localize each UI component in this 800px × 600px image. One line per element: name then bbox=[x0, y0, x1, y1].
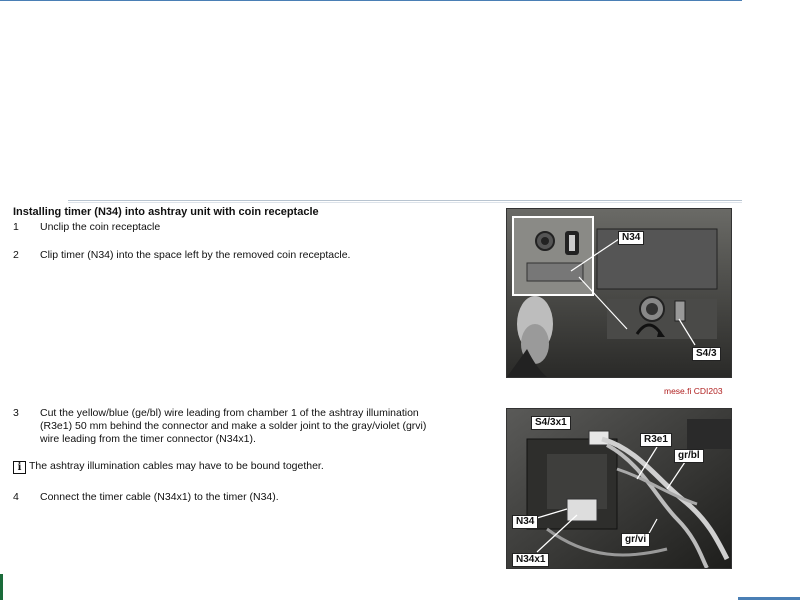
step-text: Connect the timer cable (N34x1) to the timer (N34). bbox=[40, 491, 279, 503]
step-text: Clip timer (N34) into the space left by the removed coin receptacle. bbox=[40, 249, 351, 261]
step-text: Unclip the coin receptacle bbox=[40, 221, 161, 233]
label-n34: N34 bbox=[618, 231, 644, 245]
step-number: 4 bbox=[13, 491, 19, 503]
section-heading: Installing timer (N34) into ashtray unit with coin receptacle bbox=[13, 206, 319, 218]
step-text-line-3: wire leading from the timer connector (N34x1). bbox=[40, 433, 256, 445]
step-number: 2 bbox=[13, 249, 19, 261]
label-r3e1: R3e1 bbox=[640, 433, 672, 447]
page-edge-marker bbox=[0, 574, 3, 600]
step-number: 3 bbox=[13, 407, 19, 419]
top-rule bbox=[0, 0, 742, 1]
label-grvi: gr/vi bbox=[621, 533, 650, 547]
label-n34x1: N34x1 bbox=[512, 553, 549, 567]
info-icon: i bbox=[13, 461, 26, 474]
step-text-line-1: Cut the yellow/blue (ge/bl) wire leading from chamber 1 of the ashtray illumination bbox=[40, 407, 419, 419]
note bbox=[13, 460, 324, 474]
figure-caption: mese.fi CDI203 bbox=[664, 386, 723, 396]
label-s43x1: S4/3x1 bbox=[531, 416, 571, 430]
step-text-line-2: (R3e1) 50 mm behind the connector and make a solder joint to the gray/violet (grvi) bbox=[40, 420, 427, 432]
note-text: The ashtray illumination cables may have to be bound together. bbox=[29, 460, 324, 472]
section-divider-shadow bbox=[68, 202, 742, 203]
label-grbl: gr/bl bbox=[674, 449, 704, 463]
section-divider bbox=[68, 200, 742, 201]
step-number: 1 bbox=[13, 221, 19, 233]
figure-wiring-photo bbox=[506, 408, 732, 569]
label-s43: S4/3 bbox=[692, 347, 721, 361]
label-n34: N34 bbox=[512, 515, 538, 529]
